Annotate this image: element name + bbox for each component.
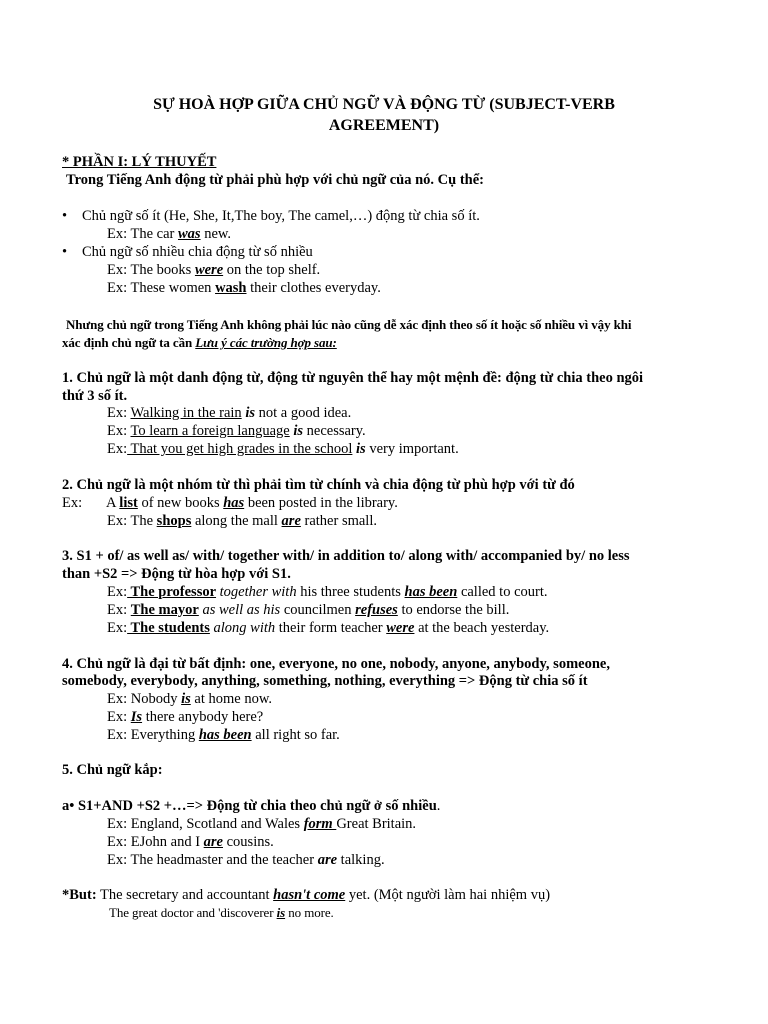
verb-highlight: is <box>181 691 191 707</box>
rule5-a-text: a• S1+AND +S2 +…=> Động từ chia theo chủ ngữ ở số nhiều <box>62 798 437 814</box>
example-text: Ex: <box>107 620 128 636</box>
example-text: The secretary and accountant <box>96 887 274 903</box>
subject-highlight: The professor <box>127 584 217 600</box>
example-text: Ex: <box>107 584 128 600</box>
verb-highlight: is <box>356 441 366 457</box>
example-text: necessary. <box>303 423 366 439</box>
rule1-line2: thứ 3 số ít. <box>62 388 128 404</box>
example-text: Ex: The car <box>107 226 178 242</box>
rule3-example-2 <box>107 601 509 619</box>
example-singular <box>107 225 231 243</box>
rule1-example-2 <box>107 422 366 440</box>
verb-highlight: wash <box>215 280 247 296</box>
rule2-example-2 <box>107 512 377 530</box>
note-line2 <box>62 334 375 352</box>
subject-highlight: The students <box>127 620 210 636</box>
example-text: at home now. <box>190 691 272 707</box>
verb-highlight: are <box>281 513 301 529</box>
example-text: very important. <box>365 441 459 457</box>
rule5-last-example <box>109 904 334 922</box>
verb-highlight: Is <box>130 709 143 725</box>
rule2-line1: 2. Chủ ngữ là một nhóm từ thì phải tìm từ chính và chia động từ phù hợp với từ đó <box>62 477 575 493</box>
example-text: to endorse the bill. <box>397 602 510 618</box>
rule5-but-line <box>62 886 550 904</box>
rule3-line1: 3. S1 + of/ as well as/ with/ together with/ in addition to/ along with/ accompanied by/ no less <box>62 548 630 564</box>
rule5-example-2 <box>107 833 274 851</box>
verb-highlight: refuses <box>355 602 398 618</box>
verb-highlight: are <box>203 834 223 850</box>
example-text: Ex: EJohn and I <box>107 834 204 850</box>
rule5-a-period: . <box>436 798 441 814</box>
subject-highlight: That you get high grades in the school <box>127 441 353 457</box>
example-text: Ex: <box>107 602 131 618</box>
example-text: been posted in the library. <box>244 495 398 511</box>
example-text: Ex: <box>107 405 131 421</box>
verb-highlight: is <box>276 905 286 920</box>
rule3-example-3 <box>107 619 549 637</box>
example-text: Ex: England, Scotland and Wales <box>107 816 304 832</box>
subject-highlight: The mayor <box>130 602 199 618</box>
example-text: no more. <box>285 905 334 920</box>
example-text: Ex: <box>62 495 83 511</box>
example-text: A <box>106 495 120 511</box>
rule3-example-1 <box>107 583 548 601</box>
rule4-example-1 <box>107 690 272 708</box>
example-text: Ex: The headmaster and the teacher <box>107 852 318 868</box>
example-text: their form teacher <box>275 620 387 636</box>
connector-text: as well as his <box>198 602 281 618</box>
example-text: at the beach yesterday. <box>414 620 550 636</box>
verb-highlight: were <box>194 262 224 278</box>
example-text: Ex: The books <box>107 262 195 278</box>
verb-highlight: has <box>223 495 245 511</box>
example-text: talking. <box>337 852 385 868</box>
bullet-marker: • <box>62 244 68 260</box>
example-text: Ex: The <box>107 513 157 529</box>
subject-highlight: Walking in the rain <box>130 405 242 421</box>
rule5-example-1 <box>107 815 416 833</box>
document-title-line1: SỰ HOÀ HỢP GIỮA CHỦ NGỮ VÀ ĐỘNG TỪ (SUBJECT-VERB <box>153 96 615 113</box>
example-text: Ex: <box>107 423 131 439</box>
but-label: *But: <box>62 887 97 903</box>
rule5-a-line <box>62 797 440 815</box>
example-text: there anybody here? <box>142 709 264 725</box>
example-text: Ex: <box>107 709 131 725</box>
verb-highlight: has been <box>198 727 252 743</box>
verb-highlight: was <box>178 226 201 242</box>
example-text: new. <box>200 226 232 242</box>
rule1-line1: 1. Chủ ngữ là một danh động từ, động từ nguyên thể hay một mệnh đề: động từ chia theo ngôi <box>62 370 644 386</box>
connector-text: together with <box>216 584 297 600</box>
example-text: cousins. <box>223 834 274 850</box>
example-text: rather small. <box>300 513 377 529</box>
rule4-line2: somebody, everybody, anything, something, nothing, everything => Động từ chia số ít <box>62 673 588 689</box>
rule5-example-3 <box>107 851 385 869</box>
example-continuation <box>106 494 398 512</box>
subject-highlight: shops <box>156 513 192 529</box>
verb-highlight: is <box>245 405 255 421</box>
example-plural-2 <box>107 279 381 297</box>
verb-highlight: hasn't come <box>273 887 346 903</box>
rule1-example-1 <box>107 404 351 422</box>
rule3-line2: than +S2 => Động từ hòa hợp với S1. <box>62 566 291 582</box>
verb-highlight: has been <box>404 584 458 600</box>
connector-text: along with <box>209 620 276 636</box>
verb-highlight: are <box>317 852 338 868</box>
verb-highlight: is <box>293 423 304 439</box>
subject-highlight: list <box>119 495 138 511</box>
rule2-example-1 <box>62 494 398 512</box>
example-text: all right so far. <box>251 727 340 743</box>
example-text: on the top shelf. <box>223 262 321 278</box>
rule4-example-2 <box>107 708 263 726</box>
bullet-marker: • <box>62 208 68 224</box>
verb-highlight: were <box>386 620 415 636</box>
example-text: Great Britain. <box>336 816 417 832</box>
example-text: their clothes everyday. <box>246 280 381 296</box>
rule5-heading: 5. Chủ ngữ kắp: <box>62 762 163 778</box>
example-text: not a good idea. <box>254 405 352 421</box>
example-text: The great doctor and 'discoverer <box>109 905 277 920</box>
example-text: of new books <box>137 495 224 511</box>
example-text: yet. (Một người làm hai nhiệm vụ) <box>345 887 551 903</box>
example-text: called to court. <box>457 584 548 600</box>
subject-highlight: To learn a foreign language <box>130 423 290 439</box>
example-text: Ex: Nobody <box>107 691 182 707</box>
note-line1: Nhưng chủ ngữ trong Tiếng Anh không phải lúc nào cũng dễ xác định theo số ít hoặc số nhiều vì vậy khi <box>66 317 632 332</box>
example-text: Ex: These women <box>107 280 216 296</box>
example-plural-1 <box>107 261 320 279</box>
example-text: along the mall <box>191 513 282 529</box>
rule4-example-3 <box>107 726 340 744</box>
bullet-plural: Chủ ngữ số nhiều chia động từ số nhiều <box>82 244 313 260</box>
rule1-example-3 <box>107 440 459 458</box>
rule4-line1: 4. Chủ ngữ là đại từ bất định: one, everyone, no one, nobody, anyone, anybody, someone, <box>62 656 610 672</box>
example-text: Ex: Everything <box>107 727 199 743</box>
example-text: Ex: <box>107 441 128 457</box>
document-title-line2: AGREEMENT) <box>328 117 440 134</box>
example-text: councilmen <box>280 602 356 618</box>
part1-heading: * PHẦN I: LÝ THUYẾT <box>62 154 217 170</box>
verb-highlight: form <box>303 816 337 832</box>
bullet-singular: Chủ ngữ số ít (He, She, It,The boy, The camel,…) động từ chia số ít. <box>82 208 480 224</box>
note-text: xác định chủ ngữ ta cần <box>62 335 196 350</box>
part1-intro: Trong Tiếng Anh động từ phải phù hợp với chủ ngữ của nó. Cụ thể: <box>66 172 484 188</box>
note-emphasis: Lưu ý các trường hợp sau: <box>195 335 337 350</box>
example-text: his three students <box>296 584 405 600</box>
